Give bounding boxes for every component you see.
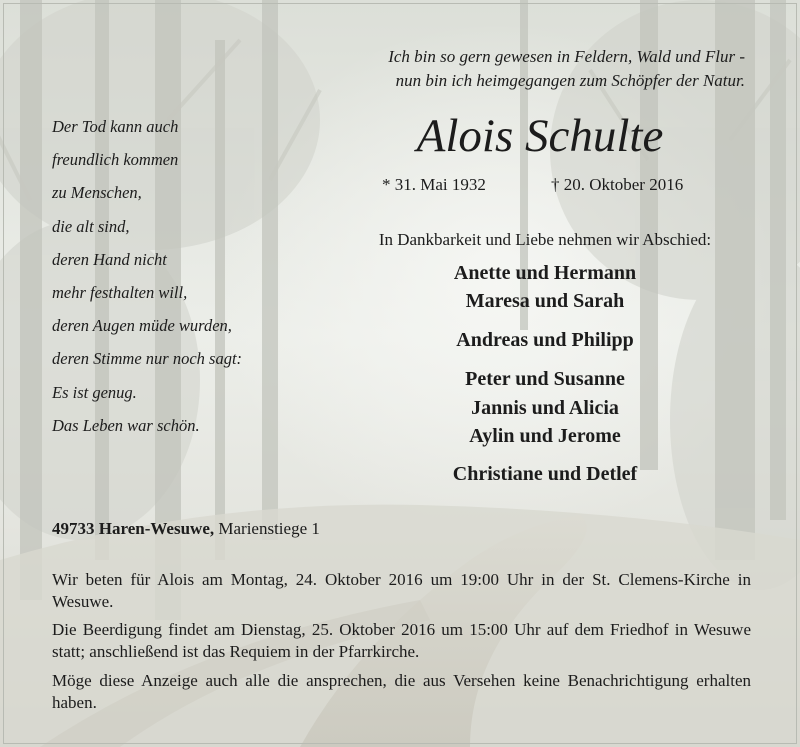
poem-line: Es ist genug. — [52, 382, 137, 402]
mourner-line: Maresa und Sarah — [465, 290, 625, 312]
poem-line: deren Hand nicht — [52, 249, 167, 269]
mourner-line: Aylin und Jerome — [469, 425, 621, 447]
poem — [52, 110, 242, 442]
notice-text: Möge diese Anzeige auch alle die ansprechen, die aus Versehen keine Benachrichtigung erhalten haben. — [52, 671, 751, 712]
poem-line: zu Menschen, — [52, 183, 142, 203]
poem-line: freundlich kommen — [52, 150, 179, 170]
prayer-service-text: Wir beten für Alois am Montag, 24. Oktober 2016 um 19:00 Uhr in der St. Clemens-Kirche in Wesuwe. — [52, 570, 751, 611]
funeral-text: Die Beerdigung findet am Dienstag, 25. Oktober 2016 um 15:00 Uhr auf dem Friedhof in Wesuwe statt; anschließend ist das Requiem in der Pfarrkirche. — [52, 620, 751, 661]
family-address — [52, 517, 320, 541]
death-date: † 20. Oktober 2016 — [551, 175, 684, 194]
mourner-line: Jannis und Alicia — [471, 397, 619, 419]
poem-line: Der Tod kann auch — [52, 117, 179, 136]
poem-line: Das Leben war schön. — [52, 415, 200, 435]
farewell-intro: In Dankbarkeit und Liebe nehmen wir Abschied: — [378, 230, 712, 249]
address-place: 49733 Haren-Wesuwe, — [52, 519, 215, 538]
address-street: Marienstiege 1 — [218, 519, 320, 538]
mourner-line: Anette und Hermann — [453, 262, 637, 284]
poem-line: die alt sind, — [52, 216, 130, 236]
poem-line: deren Augen müde wurden, — [52, 316, 232, 336]
poem-line: mehr festhalten will, — [52, 283, 188, 303]
mourner-line: Peter und Susanne — [465, 368, 625, 390]
mourner-line: Andreas und Philipp — [456, 329, 634, 351]
birth-date: * 31. Mai 1932 — [382, 175, 486, 194]
motto-line: nun bin ich heimgegangen zum Schöpfer der Natur. — [395, 71, 745, 90]
motto-verse — [300, 45, 745, 93]
mourner-line: Christiane und Detlef — [452, 463, 638, 485]
poem-line: deren Stimme nur noch sagt: — [52, 349, 243, 369]
deceased-name: Alois Schulte — [416, 110, 664, 162]
motto-line: Ich bin so gern gewesen in Feldern, Wald und Flur - — [388, 47, 745, 66]
